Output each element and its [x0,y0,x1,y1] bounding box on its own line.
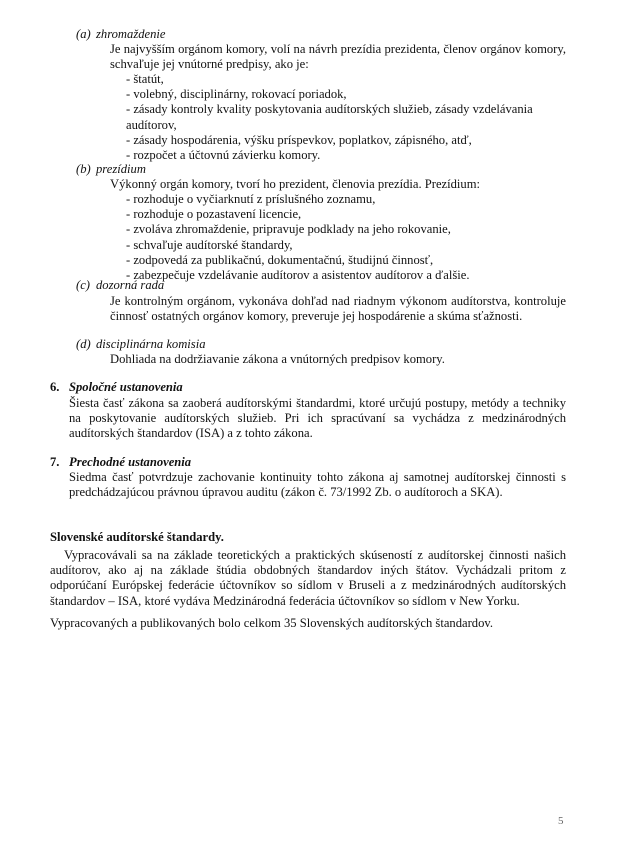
list-item: - zásady kontroly kvality poskytovania audítorských služieb, zásady vzdelávania audítorov, [126,102,533,132]
list-item: - rozhoduje o vyčiarknutí z príslušného zoznamu, [126,192,376,206]
page-number: 5 [558,815,564,827]
assembly-duties-list [126,72,566,163]
organ-letter: (a) [76,27,91,41]
section-body-6: Šiesta časť zákona sa zaoberá audítorskými štandardmi, ktoré určujú postupy, metódy a techniky na poskytovanie audítorských služieb. Pri ich spracúvaní sa vychádza z medzinárodných audítorských štandardov (ISA) a z tohto zákona. [69,396,566,441]
organ-description-assembly: Je najvyšším orgánom komory, volí na návrh prezídia prezidenta, členov orgánov komory, schvaľuje jej vnútorné predpisy, ako je: [110,42,566,72]
list-item: - zodpovedá za publikačnú, dokumentačnú, študijnú činnosť, [126,252,434,267]
organ-title: disciplinárna komisia [96,337,206,351]
list-item: - schvaľuje audítorské štandardy, [126,237,293,252]
section-heading-6 [50,380,183,395]
list-item: - volebný, disciplinárny, rokovací poriadok, [126,87,347,102]
list-item: - rozpočet a účtovnú závierku komory. [126,148,321,163]
organ-description-supervisory-board: Je kontrolným orgánom, vykonáva dohľad nad riadnym výkonom audítorstva, kontroluje činnosť ostatných orgánov komory, preveruje jej hospodárenie a skúma sťažnosti. [110,294,566,324]
organ-letter: (d) [76,337,91,351]
section-number: 7. [50,455,60,469]
list-item: - štatút, [126,72,164,86]
list-item: - zásady hospodárenia, výšku príspevkov, poplatkov, zápisného, atď, [126,132,472,147]
section-heading-7 [50,455,191,470]
organ-title: dozorná rada [96,278,165,292]
section-title: Prechodné ustanovenia [69,455,192,469]
organ-letter: (c) [76,278,90,292]
section-body-7: Siedma časť potvrdzuje zachovanie kontinuity tohto zákona aj samotnej audítorskej činnosti s predchádzajúcou právnou úpravou auditu (zákon č. 73/1992 Zb. o audítoroch a SKA). [69,470,566,500]
organ-description-presidium: Výkonný orgán komory, tvorí ho prezident, členovia prezídia. Prezídium: [110,177,481,191]
organ-description-disciplinary-commission: Dohliada na dodržiavanie zákona a vnútorných predpisov komory. [110,352,445,366]
standards-heading: Slovenské audítorské štandardy. [50,530,224,544]
list-item: - zabezpečuje vzdelávanie audítorov a asistentov audítorov a ďalšie. [126,268,470,283]
presidium-duties-list [126,192,469,283]
section-title: Spoločné ustanovenia [69,380,183,394]
standards-paragraph-2: Vypracovaných a publikovaných bolo celkom 35 Slovenských audítorských štandardov. [50,616,494,630]
organ-letter: (b) [76,162,91,176]
organ-heading-assembly [76,27,166,42]
standards-paragraph-1: Vypracovávali sa na základe teoretických a praktických skúseností z audítorskej činnosti našich audítorov, ako aj na základe štúdia obdobných štandardov iných štátov. Vychádzali pritom z odporúčaní Európskej federácie účtovníkov so sídlom v Bruseli a z medzinárodných audítorských štandardov – ISA, ktoré vydáva Medzinárodná federácia účtovníkov so sídlom v New Yorku. [50,548,566,608]
section-number: 6. [50,380,60,394]
organ-heading-disciplinary-commission [76,337,206,352]
organ-title: zhromaždenie [96,27,166,41]
list-item: - rozhoduje o pozastavení licencie, [126,207,302,222]
organ-heading-presidium [76,162,146,177]
list-item: - zvoláva zhromaždenie, pripravuje podklady na jeho rokovanie, [126,222,451,237]
organ-title: prezídium [96,162,146,176]
organ-heading-supervisory-board [76,278,164,293]
